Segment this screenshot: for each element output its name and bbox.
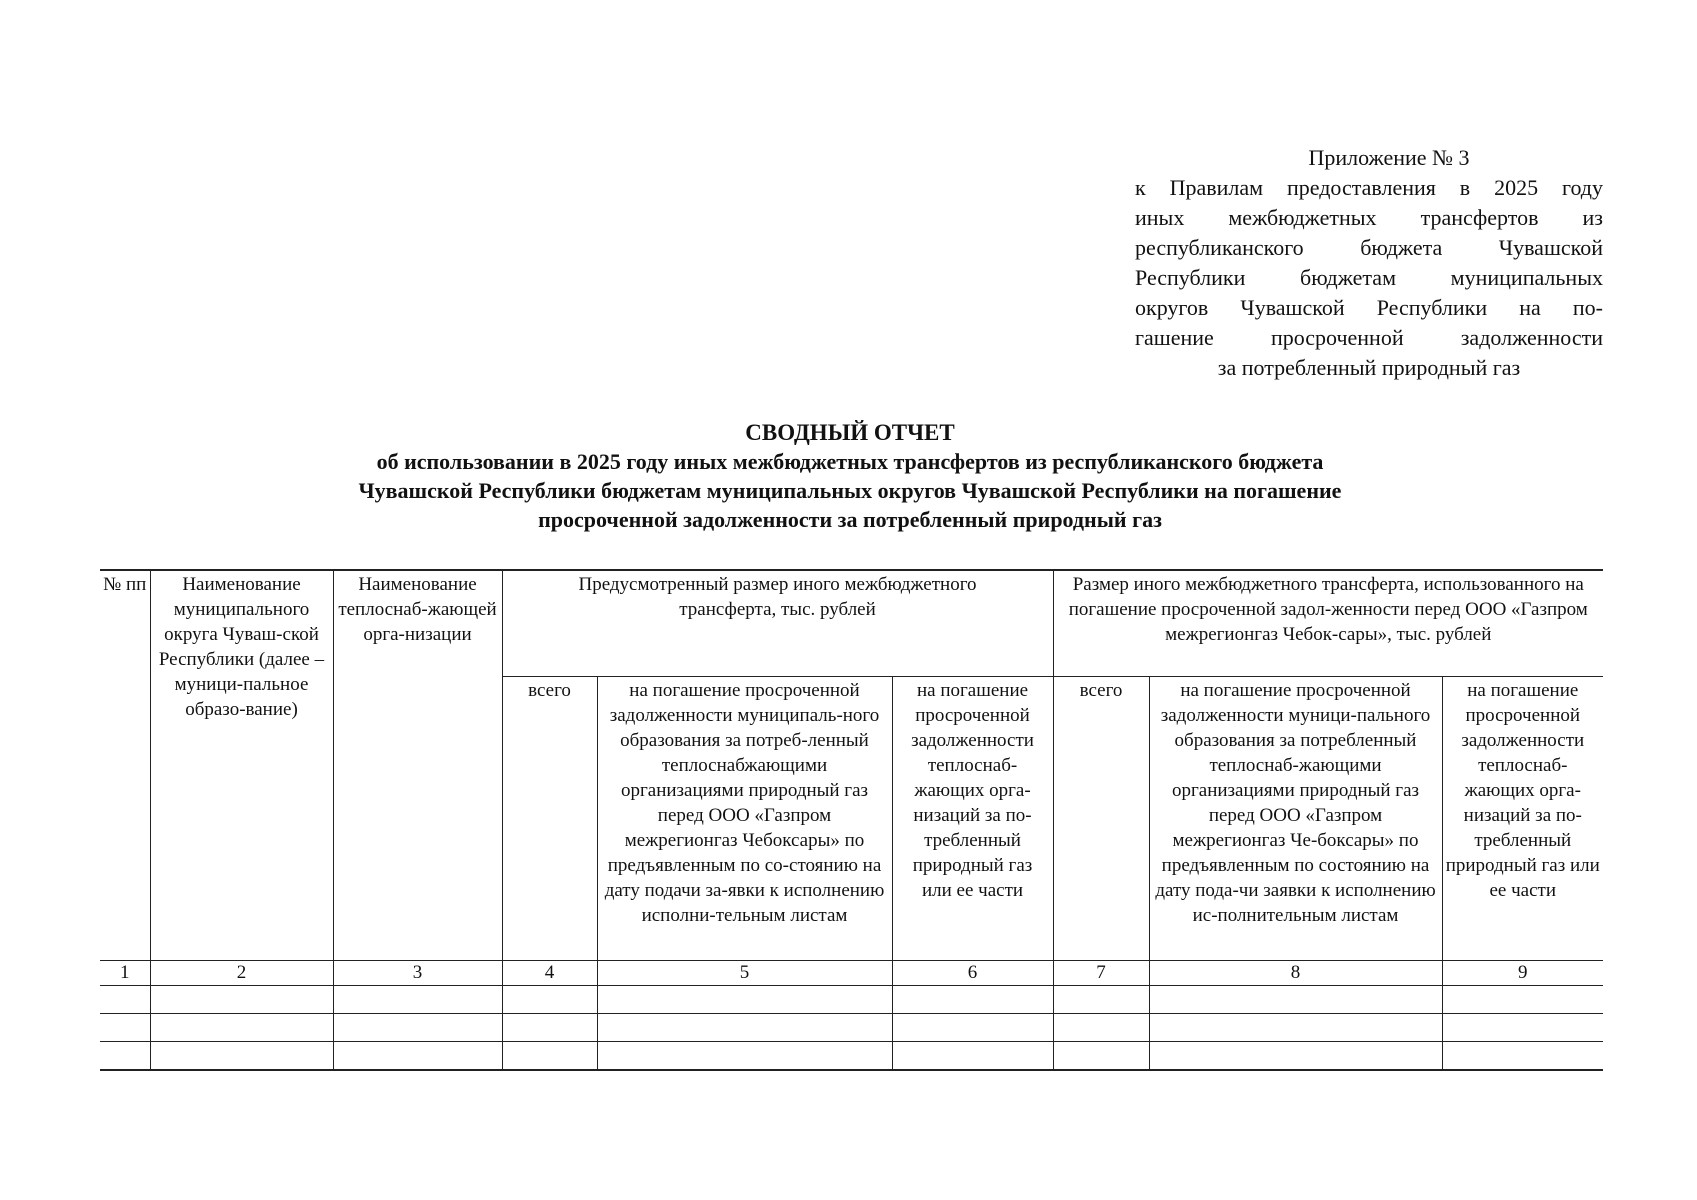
table-cell	[333, 1041, 502, 1070]
appendix-block	[1135, 143, 1603, 383]
table-cell	[502, 985, 597, 1013]
report-table	[100, 569, 1603, 1071]
appendix-line: республиканского бюджета Чувашской	[1135, 235, 1603, 260]
appendix-line: за потребленный природный газ	[1217, 355, 1521, 380]
table-cell	[150, 1013, 333, 1041]
header-planned-organization: на погашение просроченной задолженности теплоснаб-жающих орга-низаций за по-требленный природный газ или ее части	[892, 676, 1053, 960]
table-cell	[100, 985, 150, 1013]
appendix-title: Приложение № 3	[1308, 145, 1470, 170]
table-cell	[1442, 985, 1603, 1013]
column-number: 9	[1442, 960, 1603, 985]
header-organization: Наименование теплоснаб-жающей орга-низации	[333, 570, 502, 960]
report-subtitle-line: просроченной задолженности за потребленный природный газ	[538, 507, 1162, 532]
column-number: 5	[597, 960, 892, 985]
appendix-line: Республики бюджетам муниципальных	[1135, 265, 1603, 290]
table-cell	[1053, 1013, 1149, 1041]
column-number: 6	[892, 960, 1053, 985]
table-cell	[892, 1041, 1053, 1070]
table-cell	[1442, 1013, 1603, 1041]
table-cell	[150, 1041, 333, 1070]
table-cell	[1149, 1041, 1442, 1070]
table-cell	[892, 1013, 1053, 1041]
header-group-planned: Предусмотренный размер иного межбюджетного трансферта, тыс. рублей	[502, 570, 1053, 676]
column-number: 2	[150, 960, 333, 985]
table-cell	[597, 985, 892, 1013]
header-number: № пп	[100, 570, 150, 960]
table-cell	[892, 985, 1053, 1013]
table-cell	[1053, 1041, 1149, 1070]
column-number: 4	[502, 960, 597, 985]
report-subtitle-line: Чувашской Республики бюджетам муниципальных округов Чувашской Республики на погашение	[358, 478, 1342, 503]
table-cell	[502, 1041, 597, 1070]
table-cell	[100, 1013, 150, 1041]
header-planned-municipality: на погашение просроченной задолженности муниципаль-ного образования за потреб-ленный теплоснабжающими организациями природный газ перед ООО «Газпром межрегионгаз Чебоксары» по предъявленным по со-стоянию на дату подачи за-явки к исполнению исполни-тельным листам	[597, 676, 892, 960]
table-cell	[1442, 1041, 1603, 1070]
table-cell	[1149, 985, 1442, 1013]
header-planned-total: всего	[502, 676, 597, 960]
appendix-line: к Правилам предоставления в 2025 году	[1135, 175, 1603, 200]
table-row	[100, 1013, 1603, 1041]
header-used-total: всего	[1053, 676, 1149, 960]
appendix-line: иных межбюджетных трансфертов из	[1135, 205, 1603, 230]
appendix-line: гашение просроченной задолженности	[1135, 325, 1603, 350]
table-cell	[333, 1013, 502, 1041]
report-title-block	[100, 418, 1600, 534]
header-municipality: Наименование муниципального округа Чуваш-ской Республики (далее – муници-пальное образо-вание)	[150, 570, 333, 960]
column-numbers-row	[100, 960, 1603, 985]
table-row	[100, 1041, 1603, 1070]
table-cell	[502, 1013, 597, 1041]
table-row	[100, 985, 1603, 1013]
column-number: 7	[1053, 960, 1149, 985]
column-number: 3	[333, 960, 502, 985]
report-subtitle-line: об использовании в 2025 году иных межбюджетных трансфертов из республиканского бюджета	[376, 449, 1324, 474]
column-number: 1	[100, 960, 150, 985]
table-cell	[597, 1041, 892, 1070]
table-cell	[1149, 1013, 1442, 1041]
table-cell	[597, 1013, 892, 1041]
report-title: СВОДНЫЙ ОТЧЕТ	[745, 420, 955, 445]
table-cell	[150, 985, 333, 1013]
table-cell	[333, 985, 502, 1013]
table-cell	[1053, 985, 1149, 1013]
header-group-used: Размер иного межбюджетного трансферта, использованного на погашение просроченной задол-женности перед ООО «Газпром межрегионгаз Чебок-сары», тыс. рублей	[1053, 570, 1603, 676]
header-used-municipality: на погашение просроченной задолженности муници-пального образования за потребленный теплоснаб-жающими организациями природный газ перед ООО «Газпром межрегионгаз Че-боксары» по предъявленным по состоянию на дату пода-чи заявки к исполнению ис-полнительным листам	[1149, 676, 1442, 960]
header-used-organization: на погашение просроченной задолженности теплоснаб-жающих орга-низаций за по-требленный природный газ или ее части	[1442, 676, 1603, 960]
column-number: 8	[1149, 960, 1442, 985]
appendix-line: округов Чувашской Республики на по-	[1135, 295, 1603, 320]
table-cell	[100, 1041, 150, 1070]
